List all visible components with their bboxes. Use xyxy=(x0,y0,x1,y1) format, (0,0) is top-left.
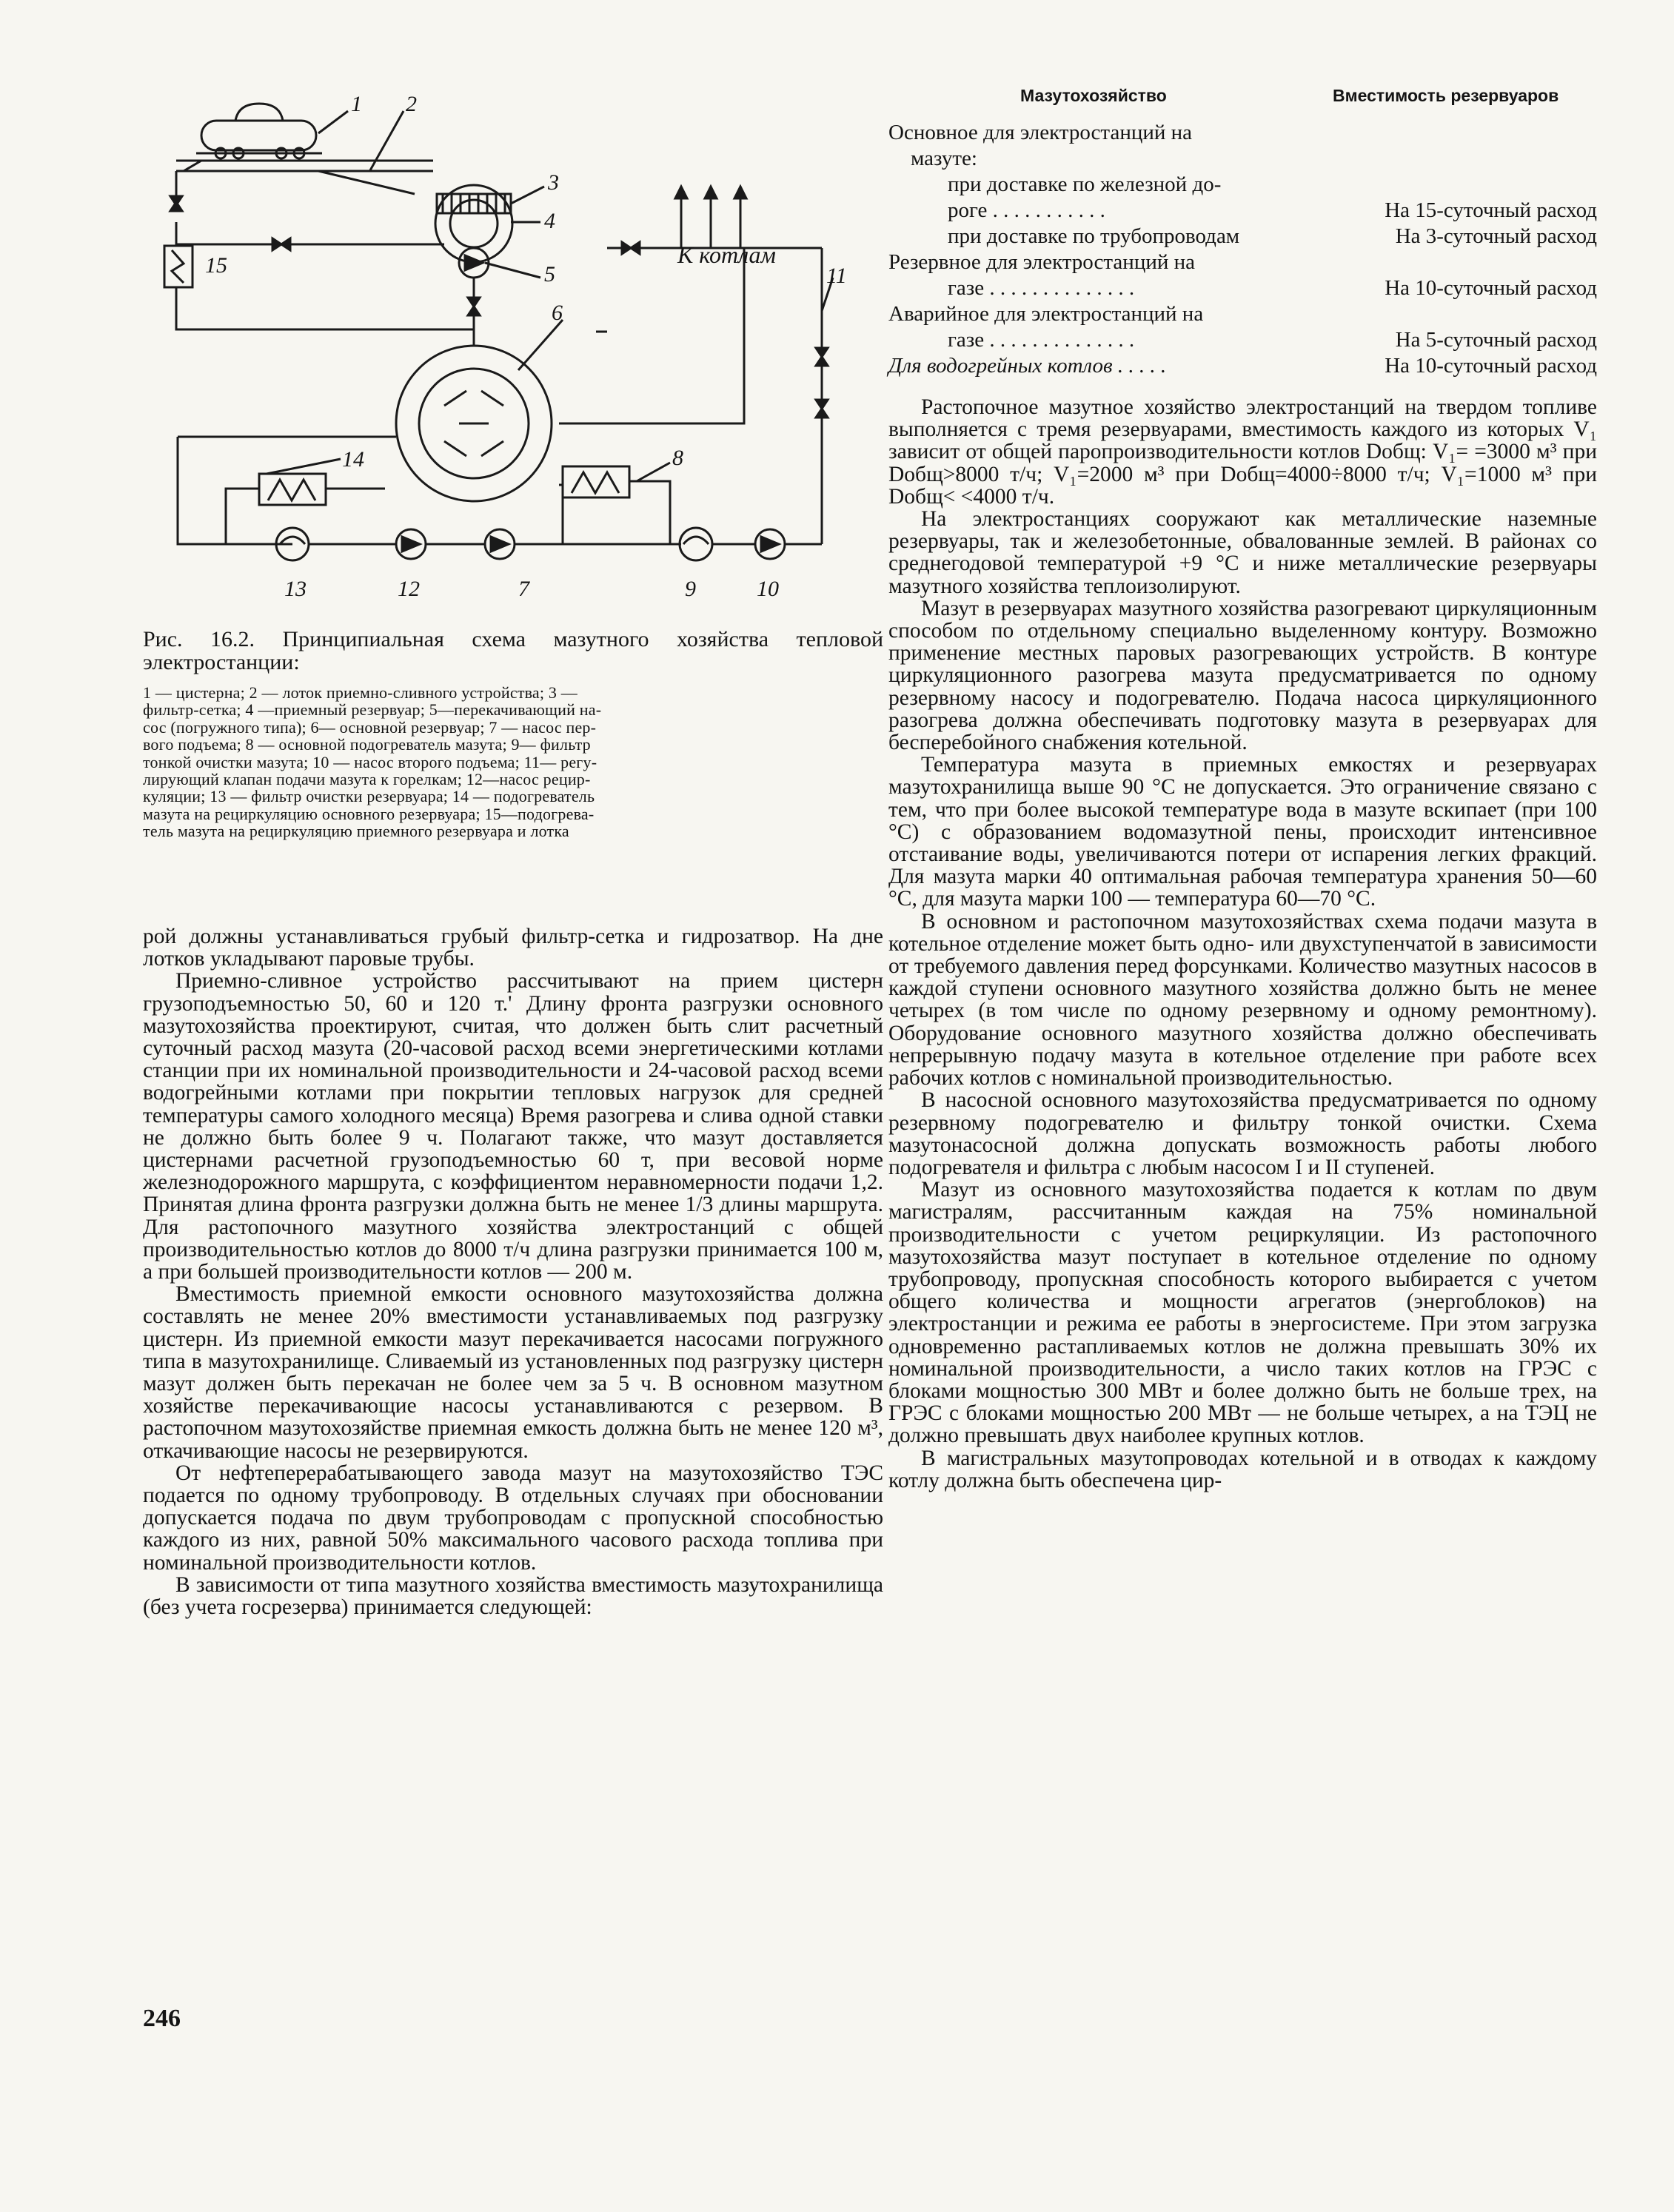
paragraph: Мазут в резервуарах мазутного хозяйства разогревают циркуляционным способом по отдельному специально выделенному контуру. Возможно применение местных паровых разогревающих устройств. В контуре циркуляционного разогрева мазута предусматривается по одному резервному насосу и подогревателю. Подача насоса циркуляционного разогрева должна обеспечивать подготовку мазута в резервуарах для бесперебойного снабжения котельной. xyxy=(888,596,1597,755)
legend-line: тонкой очистки мазута; 10 — насос второго подъема; 11— регу- xyxy=(143,752,597,771)
running-header-topic: Вместимость резервуаров xyxy=(1333,86,1559,105)
diagram-label-13: 13 xyxy=(284,577,307,601)
table-row-label: мазуте: xyxy=(911,147,977,170)
left-column xyxy=(143,925,883,1618)
table-row-label: при доставке по трубопроводам xyxy=(948,224,1240,248)
paragraph: Температура мазута в приемных емкостях и резервуарах мазутохранилища выше 90 °С не допускается. Это ограничение связано с тем, что при более высокой температуре вода в мазуте вскипает (при 100 °С) с образованием водомазутной пены, происходит интенсивное отстаивание воды, увеличиваются потери от испарения легких фракций. Для мазута марки 40 оптимальная рабочая температура хранения 50—60 °С, для мазута марки 100 — температура 60—70 °С. xyxy=(888,753,1597,911)
legend-line: мазута на рециркуляцию основного резервуара; 15—подогрева- xyxy=(143,804,595,823)
filter-mesh xyxy=(437,194,511,213)
diagram-label-1: 1 xyxy=(351,93,362,116)
diagram-label-7: 7 xyxy=(518,577,529,601)
table-row-label: Резервное для электростанций на xyxy=(888,250,1196,274)
figure-caption: Рис. 16.2. Принципиальная схема мазутного хозяйства тепловой электростанции: xyxy=(143,627,883,674)
paragraph: Вместимость приемной емкости основного мазутохозяйства должна составлять не менее 20% вместимости устанавливаемых под разгрузку цистерн. Из приемной емкости мазут перекачивается насосами погружного типа в мазутохранилище. Сливаемый из установленных под разгрузку цистерн мазут должен быть перекачан не более чем за 5 ч. В основном мазутном хозяйстве перекачивающие насосы устанавливаются с резервом. В растопочном мазутохозяйстве приемная емкость должна быть не менее 120 м³, откачивающие насосы не резервируются. xyxy=(143,1282,883,1463)
trough-line xyxy=(318,171,415,194)
table-row-value: На 15-суточный расход xyxy=(1385,198,1597,222)
diagram-label-10: 10 xyxy=(757,577,779,601)
diagram-label-11: 11 xyxy=(826,264,847,288)
diagram-label-3: 3 xyxy=(548,170,559,195)
table-row-value: На 10-суточный расход xyxy=(1385,354,1597,378)
diagram-label-12: 12 xyxy=(398,577,420,601)
diagram-label-15: 15 xyxy=(205,253,227,278)
table-row-label: Основное для электростанций на xyxy=(888,121,1193,144)
diagram-label-4: 4 xyxy=(544,209,555,233)
legend-line: вого подъема; 8 — основной подогреватель мазута; 9— фильтр xyxy=(143,735,591,754)
paragraph: В насосной основного мазутохозяйства предусматривается по одному резервному подогревателю и фильтру тонкой очистки. Схема мазутонасосной должна допускать возможность работы любого подогревателя и фильтра с любым насосом I и II ступеней. xyxy=(888,1088,1597,1179)
table-row xyxy=(888,224,1597,249)
paragraph: Растопочное мазутное хозяйство электростанций на твердом топливе выполняется с тремя резервуарами, вместимость каждого из которых V₁ зависит от общей паропроизводительности котлов Dобщ: V₁= =3000 м³ при Dобщ>8000 т/ч; V₁=2000 м³ при Dобщ=4000÷8000 т/ч; V₁=1000 м³ при Dобщ< <4000 т/ч. xyxy=(888,395,1597,509)
table-row xyxy=(888,198,1597,224)
diagram-label-6: 6 xyxy=(552,301,563,325)
legend-line: тель мазута на рециркуляцию приемного резервуара и лотка xyxy=(143,822,569,841)
table-row xyxy=(888,120,1597,146)
diagram-label-2: 2 xyxy=(406,93,417,116)
paragraph: В основном и растопочном мазутохозяйствах схема подачи мазута в котельное отделение может быть одно- или двухступенчатой в зависимости от требуемого давления перед форсунками. Количество мазутных насосов в каждой ступени основного мазутного хозяйства должно быть не менее четырех (в том числе по одному резервному и одному ремонтному). Оборудование основного мазутного хозяйства должно обеспечивать непрерывную подачу мазута в котельное отделение при работе всех рабочих котлов с номинальной производительностью. xyxy=(888,909,1597,1090)
table-row-label: Для водогрейных котлов . . . . . xyxy=(888,354,1167,378)
legend-line: лирующий клапан подачи мазута к горелкам; 12—насос рецир- xyxy=(143,770,591,789)
legend-line: куляции; 13 — фильтр очистки резервуара; 14 — подогреватель xyxy=(143,787,595,806)
table-row-label: при доставке по железной до- xyxy=(948,172,1222,196)
diagram-label-5: 5 xyxy=(544,262,555,286)
table-row-label: газе . . . . . . . . . . . . . . xyxy=(948,328,1135,352)
running-header-section: Мазутохозяйство xyxy=(1020,86,1167,105)
capacity-table xyxy=(888,120,1597,379)
paragraph: На электростанциях сооружают как металлические наземные резервуары, так и железобетонные, обвалованные землей. В районах со среднегодовой температурой +9 °С и ниже металлические резервуары мазутного хозяйства теплоизолируют. xyxy=(888,507,1597,598)
table-row xyxy=(888,146,1597,172)
tank-car xyxy=(196,104,322,158)
table-row-label: газе . . . . . . . . . . . . . . xyxy=(948,276,1135,300)
table-row xyxy=(888,249,1597,275)
right-column xyxy=(888,396,1597,1492)
to-boilers-label: К котлам xyxy=(677,241,776,268)
table-row-label: роге . . . . . . . . . . . xyxy=(948,198,1105,222)
table-row xyxy=(888,327,1597,353)
paragraph: Мазут из основного мазутохозяйства подается к котлам по двум магистралям, рассчитанным каждая на 75% номинальной производительности с учетом рециркуляции. Из растопочного мазутохозяйства мазут поступает в котельное отделение по одному трубопроводу, пропускная способность которого выбирается с учетом общего количества и мощности агрегатов (энергоблоков) на электростанции и режима ее работы в энергосистеме. При этом загрузка одновременно растапливаемых котлов не должна превышать 30% их номинальной производительности, а число таких котлов на ГРЭС с блоками мощностью 300 МВт и более должно быть не больше трех, на ГРЭС с блоками мощностью 200 МВт — не больше четырех, а на ТЭЦ не должно превышать двух наиболее крупных котлов. xyxy=(888,1178,1597,1448)
table-row xyxy=(888,172,1597,198)
diagram-label-14: 14 xyxy=(342,447,364,472)
paragraph: В зависимости от типа мазутного хозяйства вместимость мазутохранилища (без учета госрезерва) принимается следующей: xyxy=(143,1572,883,1620)
table-row xyxy=(888,301,1597,327)
legend-line: сос (погружного типа); 6— основной резервуар; 7 — насос пер- xyxy=(143,717,597,737)
page-number: 246 xyxy=(143,2005,181,2032)
table-row-value: На 10-суточный расход xyxy=(1385,276,1597,300)
diagram-label-9: 9 xyxy=(685,577,696,601)
table-row xyxy=(888,275,1597,301)
paragraph: От нефтеперерабатывающего завода мазут на мазутохозяйство ТЭС подается по одному трубопроводу. В отдельных случаях при обосновании допускается подача по двум трубопроводам с пропускной способностью каждого из них, равной 50% максимального часового расхода топлива при номинальной производительности котлов. xyxy=(143,1461,883,1575)
paragraph: Приемно-сливное устройство рассчитывают на прием цистерн грузоподъемностью 50, 60 и 120 т.' Длину фронта разгрузки основного мазутохозяйства проектируют, считая, что должен быть слит расчетный суточный расход мазута (20-часовой расход всеми энергетическими котлами станции при их номинальной производительности и 24-часовой расход всеми водогрейными котлами при покрытии тепловых нагрузок для средней температуры самого холодного месяца) Время разогрева и слива одной ставки не должно быть более 9 ч. Полагают также, что мазут доставляется цистернами расчетной грузоподъемностью 60 т, при весовой норме железнодорожного маршрута, с коэффициентом неравномерности подачи 1,2. Принятая длина фронта разгрузки должна быть не менее 1/3 длины маршрута. Для растопочного мазутного хозяйства электростанций с общей производительностью котлов до 8000 т/ч длина разгрузки принимается 100 м, а при большей производительности котлов — 200 м. xyxy=(143,969,883,1284)
paragraph: рой должны устанавливаться грубый фильтр-сетка и гидрозатвор. На дне лотков укладывают паровые трубы. xyxy=(143,925,883,971)
receiving-tank xyxy=(435,185,512,262)
table-row xyxy=(888,353,1597,379)
diagram-label-8: 8 xyxy=(672,446,683,470)
paragraph: В магистральных мазутопроводах котельной и в отводах к каждому котлу должна быть обеспечена цир- xyxy=(888,1446,1597,1492)
legend-line: фильтр-сетка; 4 —приемный резервуар; 5—перекачивающий на- xyxy=(143,700,602,720)
table-row-value: На 3-суточный расход xyxy=(1395,224,1597,248)
legend-line: 1 — цистерна; 2 — лоток приемно-сливного устройства; 3 — xyxy=(143,683,578,702)
table-row-label: Аварийное для электростанций на xyxy=(888,302,1204,326)
table-row-value: На 5-суточный расход xyxy=(1395,328,1597,352)
figure-legend xyxy=(143,684,883,840)
fuel-oil-scheme-diagram xyxy=(141,93,881,626)
